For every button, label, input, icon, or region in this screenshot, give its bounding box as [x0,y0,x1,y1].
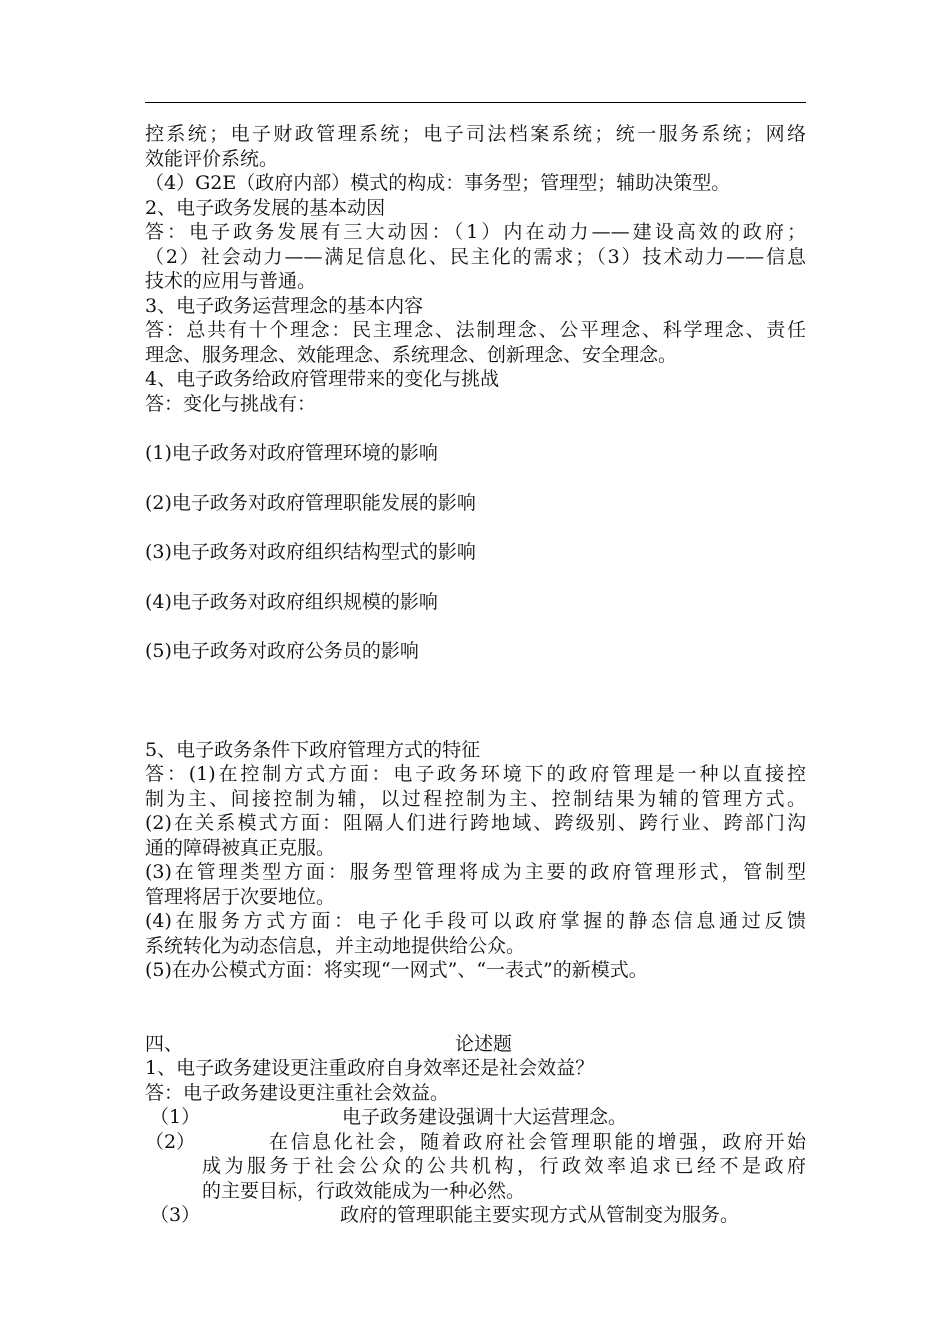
section-heading: 2、电子政务发展的基本动因 [145,196,386,219]
item-text: 政府的管理职能主要实现方式从管制变为服务。 [340,1204,740,1226]
item-number: （3） [150,1204,201,1226]
text-line: 制为主、间接控制为辅，以过程控制为主、控制结果为辅的管理方式。 [145,787,806,810]
text-line: 控系统；电子财政管理系统；电子司法档案系统；统一服务系统；网络 [145,123,806,145]
section-heading: 5、电子政务条件下政府管理方式的特征 [145,738,481,761]
answer-item [145,1130,806,1155]
text-line: （4）G2E（政府内部）模式的构成：事务型；管理型；辅助决策型。 [145,172,731,194]
text-line: 管理将居于次要地位。 [145,885,336,908]
item-text-continued: 的主要目标，行政效能成为一种必然。 [202,1179,526,1202]
text-line: 答：电子政务发展有三大动因：（1）内在动力——建设高效的政府； [145,221,806,243]
text-line: (3)在管理类型方面：服务型管理将成为主要的政府管理形式，管制型 [145,861,806,883]
text-line: 答：(1)在控制方式方面：电子政务环境下的政府管理是一种以直接控 [145,763,806,785]
section-four-heading [145,1032,512,1057]
answer: 答：电子政务建设更注重社会效益。 [145,1081,450,1104]
section-heading: 4、电子政务给政府管理带来的变化与挑战 [145,368,500,390]
text-line: 理念、服务理念、效能理念、系统理念、创新理念、安全理念。 [145,343,678,366]
text-line: 通的障碍被真正克服。 [145,836,336,859]
section-title: 论述题 [454,1032,512,1055]
list-item: (5)电子政务对政府公务员的影响 [145,640,419,662]
item-text: 电子政务建设强调十大运营理念。 [342,1106,628,1128]
text-line: 技术的应用与普通。 [145,270,317,292]
question: 1、电子政务建设更注重政府自身效率还是社会效益？ [145,1057,595,1079]
item-text-continued: 成为服务于社会公众的公共机构，行政效率追求已经不是政府 [202,1155,806,1177]
item-number: （1） [150,1106,201,1128]
answer-item [145,1203,806,1228]
text-line: 系统转化为动态信息，并主动地提供给公众。 [145,934,526,957]
text-line: 答：总共有十个理念：民主理念、法制理念、公平理念、科学理念、责任 [145,319,806,341]
item-text: 在信息化社会，随着政府社会管理职能的增强，政府开始 [269,1130,806,1153]
text-line: (4)在服务方式方面：电子化手段可以政府掌握的静态信息通过反馈 [145,910,806,932]
document-body [145,122,806,1228]
list-item: (1)电子政务对政府管理环境的影响 [145,442,438,464]
list-item: (3)电子政务对政府组织结构型式的影响 [145,541,476,563]
text-line: 答：变化与挑战有： [145,392,317,415]
section-number: 四、 [145,1032,184,1055]
list-item: (4)电子政务对政府组织规模的影响 [145,590,438,613]
section-heading: 3、电子政务运营理念的基本内容 [145,294,424,317]
answer-item [145,1105,806,1130]
item-number: （2） [145,1130,196,1153]
list-item: (2)电子政务对政府管理职能发展的影响 [145,491,476,514]
text-line: （2）社会动力——满足信息化、民主化的需求；（3）技术动力——信息 [145,245,806,268]
header-rule [145,102,806,103]
text-line: (5)在办公模式方面：将实现“一网式”、“一表式”的新模式。 [145,959,648,981]
text-line: 效能评价系统。 [145,147,279,170]
text-line: (2)在关系模式方面：阻隔人们进行跨地域、跨级别、跨行业、跨部门沟 [145,812,806,834]
